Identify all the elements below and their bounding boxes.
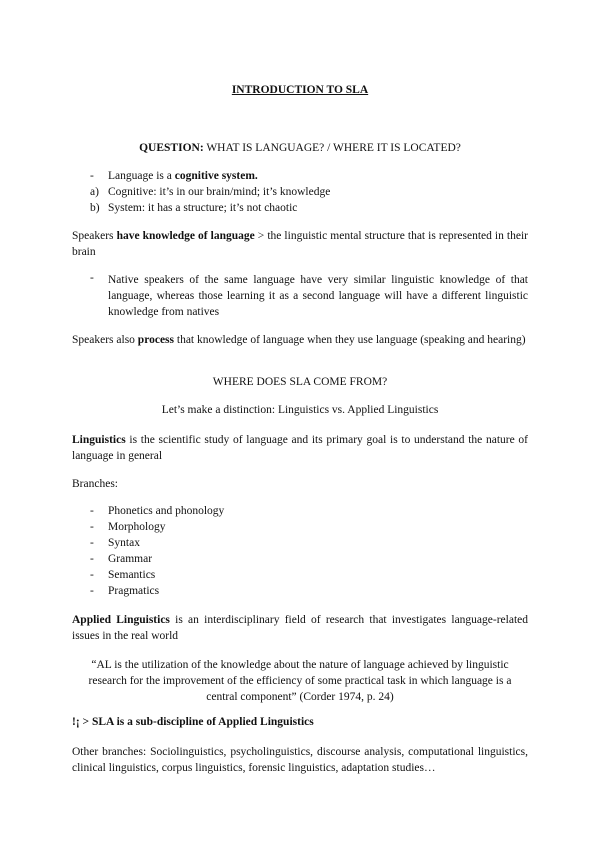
list-item: Cognitive: it’s in our brain/mind; it’s knowledge <box>108 186 331 198</box>
list-item: Phonetics and phonology <box>108 505 225 517</box>
list-item: Grammar <box>108 553 153 565</box>
quote-line: central component” (Corder 1974, p. 24) <box>206 691 394 703</box>
list-marker: a) <box>90 186 99 198</box>
list-marker: - <box>90 521 94 533</box>
list-item: Semantics <box>108 569 156 581</box>
question-heading <box>72 142 528 154</box>
list-item: Syntax <box>108 537 140 549</box>
paragraph-text: is the scientific study of language and its primary goal is to understand the nature of language in general <box>72 434 528 462</box>
list-marker: - <box>90 272 94 284</box>
question-text: WHAT IS LANGUAGE? / WHERE IT IS LOCATED? <box>203 142 461 154</box>
speakers-knowledge-paragraph <box>72 228 528 260</box>
list-marker: b) <box>90 202 100 214</box>
paragraph-text: is an interdisciplinary field of research that investigates language-related issues in the real world <box>72 614 528 642</box>
paragraph-text: > the linguistic mental structure that is represented in their brain <box>72 230 528 258</box>
paragraph-text: Speakers also <box>72 334 138 346</box>
linguistics-definition <box>72 432 528 464</box>
list-item-text: Language is a <box>108 170 175 182</box>
paragraph-text: Speakers <box>72 230 117 242</box>
sla-heading: WHERE DOES SLA COME FROM? <box>212 376 388 388</box>
list-item-emphasis: cognitive system. <box>174 170 258 182</box>
quote-line: “AL is the utilization of the knowledge about the nature of language achieved by linguistic <box>91 659 509 671</box>
other-branches: Other branches: Sociolinguistics, psycholinguistics, discourse analysis, computational linguistics, clinical linguistics, corpus linguistics, forensic linguistics, adaptation studies… <box>72 746 528 774</box>
list-item: Morphology <box>108 521 166 533</box>
paragraph-emphasis: have knowledge of language <box>116 230 255 242</box>
list-marker: - <box>90 585 94 597</box>
list-item: System: it has a structure; it’s not chaotic <box>108 202 298 214</box>
list-marker: - <box>90 505 94 517</box>
applied-linguistics-definition <box>72 612 528 644</box>
distinction-line: Let’s make a distinction: Linguistics vs. Applied Linguistics <box>161 404 439 416</box>
quote-line: research for the improvement of the efficiency of some practical task in which language is a <box>88 675 512 687</box>
list-marker: - <box>90 170 94 182</box>
speakers-process-paragraph <box>72 332 528 348</box>
list-marker: - <box>90 569 94 581</box>
paragraph-emphasis: process <box>137 334 174 346</box>
sla-subdiscipline: !¡ > SLA is a sub-discipline of Applied Linguistics <box>72 716 314 728</box>
paragraph-emphasis: Linguistics <box>72 434 126 446</box>
paragraph-emphasis: Applied Linguistics <box>72 614 170 626</box>
branches-label: Branches: <box>72 478 118 490</box>
document-title: INTRODUCTION TO SLA <box>231 84 369 96</box>
natives-note: Native speakers of the same language have very similar linguistic knowledge of that language, whereas those learning it as a second language will have a different linguistic knowledge from natives <box>108 274 528 318</box>
list-item <box>108 170 258 182</box>
question-label: QUESTION: <box>139 142 204 154</box>
list-marker: - <box>90 553 94 565</box>
list-item: Pragmatics <box>108 585 160 597</box>
list-marker: - <box>90 537 94 549</box>
paragraph-text: that knowledge of language when they use language (speaking and hearing) <box>174 334 526 346</box>
